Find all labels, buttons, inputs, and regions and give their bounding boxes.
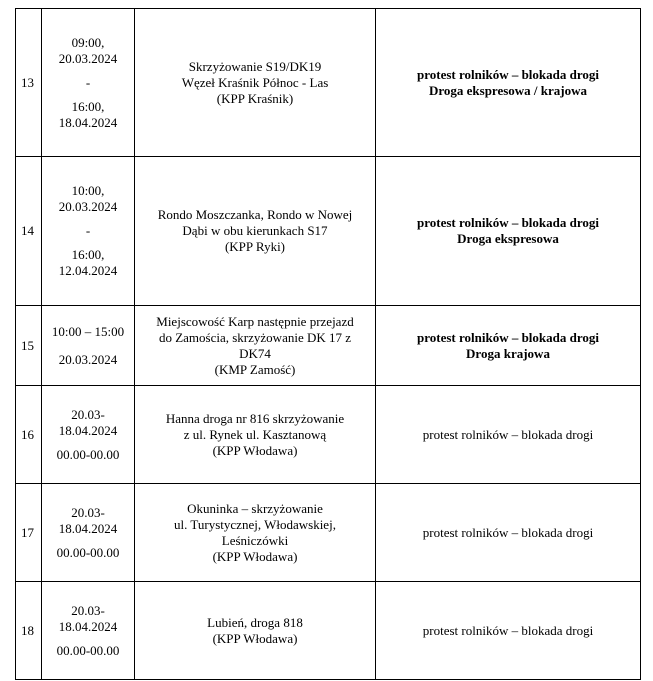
location-cell: Miejscowość Karp następnie przejazd do Zamościa, skrzyżowanie DK 17 z DK74 (KMP Zamość) (135, 306, 376, 386)
location-cell: Skrzyżowanie S19/DK19 Węzeł Kraśnik Północ - Las (KPP Kraśnik) (135, 9, 376, 157)
time-cell: 20.03- 18.04.2024 00.00-00.00 (42, 582, 135, 680)
time-cell: 20.03- 18.04.2024 00.00-00.00 (42, 484, 135, 582)
description-cell: protest rolników – blokada drogi Droga ekspresowa (376, 157, 641, 306)
events-table (15, 8, 641, 680)
row-number: 15 (16, 306, 42, 386)
location-cell: Rondo Moszczanka, Rondo w Nowej Dąbi w obu kierunkach S17 (KPP Ryki) (135, 157, 376, 306)
row-number: 13 (16, 9, 42, 157)
row-number: 17 (16, 484, 42, 582)
table-row (16, 582, 641, 680)
table-row (16, 386, 641, 484)
time-cell: 10:00, 20.03.2024 - 16:00, 12.04.2024 (42, 157, 135, 306)
location-cell: Hanna droga nr 816 skrzyżowanie z ul. Rynek ul. Kasztanową (KPP Włodawa) (135, 386, 376, 484)
row-number: 18 (16, 582, 42, 680)
row-number: 16 (16, 386, 42, 484)
description-cell: protest rolników – blokada drogi Droga krajowa (376, 306, 641, 386)
time-cell: 09:00, 20.03.2024 - 16:00, 18.04.2024 (42, 9, 135, 157)
table-row (16, 484, 641, 582)
table-row (16, 9, 641, 157)
table-row (16, 157, 641, 306)
description-cell: protest rolników – blokada drogi Droga ekspresowa / krajowa (376, 9, 641, 157)
description-cell: protest rolników – blokada drogi (376, 386, 641, 484)
location-cell: Okuninka – skrzyżowanie ul. Turystycznej, Włodawskiej, Leśniczówki (KPP Włodawa) (135, 484, 376, 582)
time-cell: 10:00 – 15:00 20.03.2024 (42, 306, 135, 386)
table-row (16, 306, 641, 386)
location-cell: Lubień, droga 818 (KPP Włodawa) (135, 582, 376, 680)
description-cell: protest rolników – blokada drogi (376, 484, 641, 582)
time-cell: 20.03- 18.04.2024 00.00-00.00 (42, 386, 135, 484)
row-number: 14 (16, 157, 42, 306)
description-cell: protest rolników – blokada drogi (376, 582, 641, 680)
